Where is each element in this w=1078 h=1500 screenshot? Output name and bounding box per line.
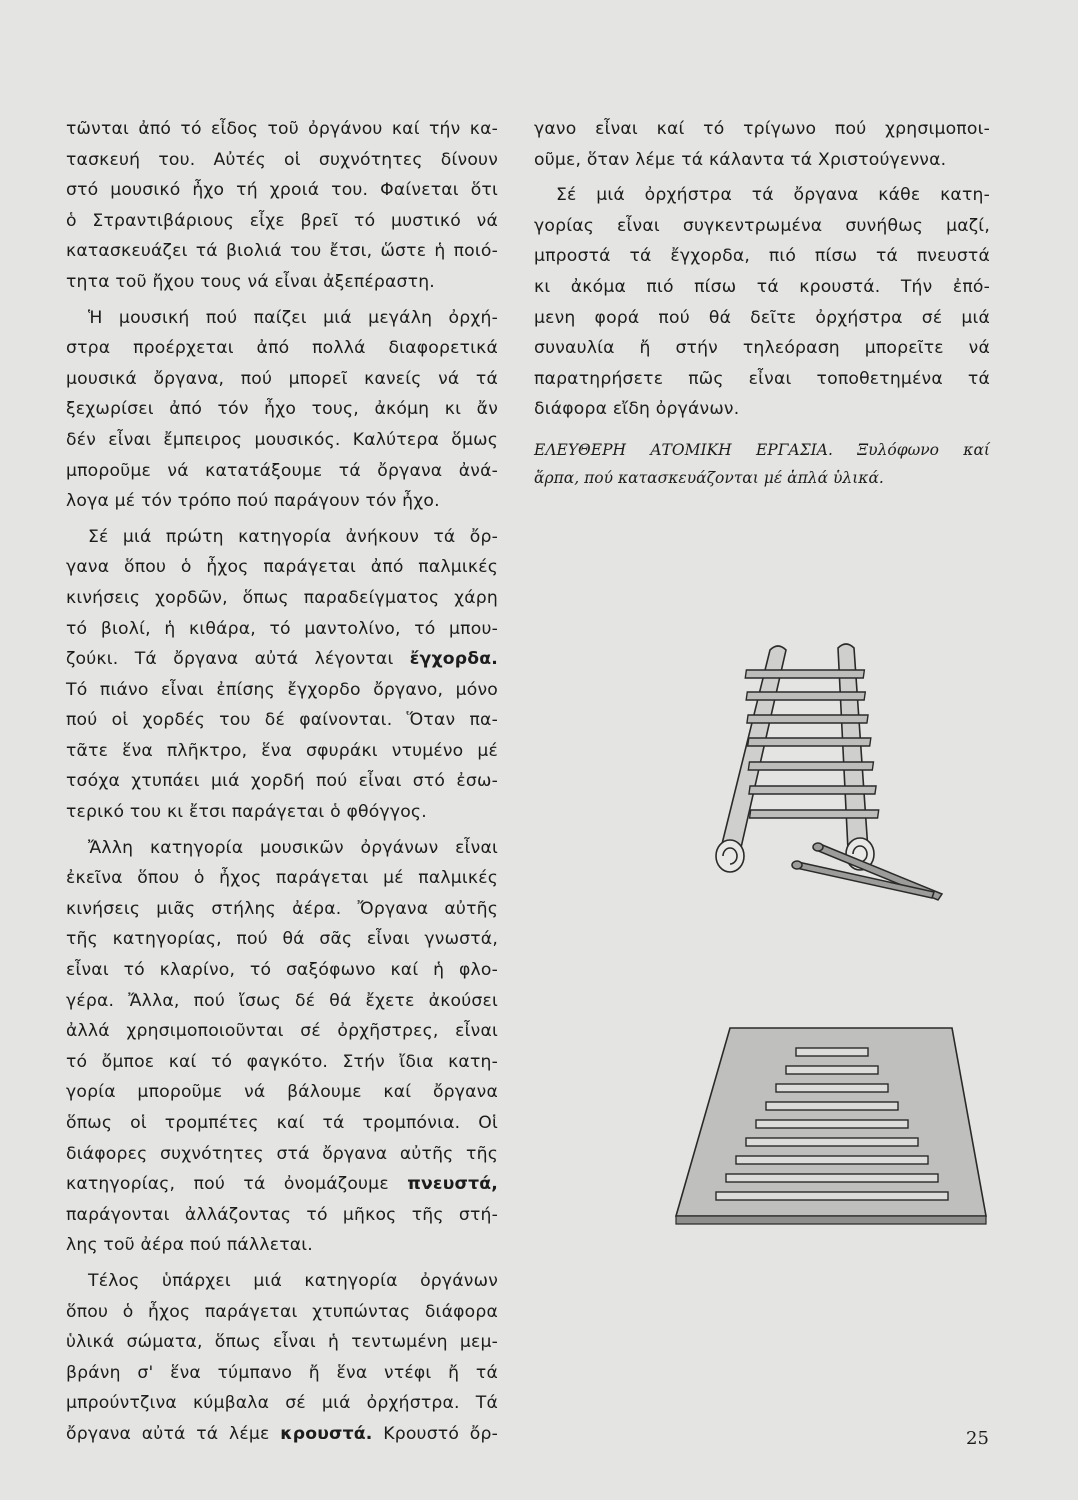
text-line: μπροστά τά ἔγχορδα, πιό πίσω τά πνευστά	[534, 246, 990, 267]
text-line: λης τοῦ ἀέρα πού πάλλεται.	[66, 1235, 313, 1256]
text-line: τερικό του κι ἔτσι παράγεται ὁ φθόγγος.	[66, 802, 427, 823]
text-line: γέρα. Ἄλλα, πού ἴσως δέ θά ἔχετε ἀκούσει	[66, 990, 498, 1011]
text-line: τητα τοῦ ἤχου τους νά εἶναι ἀξεπέραστη.	[66, 271, 435, 292]
text-line: τσόχα χτυπάει μιά χορδή πού εἶναι στό ἐσω-	[66, 771, 498, 792]
text-line: τῆς κατηγορίας, πού θά σᾶς εἶναι γνωστά,	[66, 929, 498, 950]
text-line: γανο εἶναι καί τό τρίγωνο πού χρησιμοποι-	[534, 119, 990, 139]
text-line: κινήσεις μιᾶς στήλης ἀέρα. Ὄργανα αὐτῆς	[66, 898, 498, 919]
text-line: συναυλία ἤ στήν τηλεόραση μπορεῖτε νά	[534, 338, 990, 359]
caption-line: ἅρπα, πού κατασκευάζονται μέ ἁπλά ὑλικά.	[534, 469, 884, 487]
text-line-with-term	[66, 1169, 498, 1200]
text-line: ὁ Στραντιβάριους εἶχε βρεῖ τό μυστικό νά	[66, 210, 498, 231]
right-column	[534, 114, 990, 425]
text-line: πού οἱ χορδές του δέ φαίνονται. Ὅταν πα-	[66, 710, 498, 731]
text-line: Ἄλλη κατηγορία μουσικῶν ὀργάνων εἶναι	[88, 837, 498, 858]
text-line-with-term	[66, 644, 498, 675]
text-line: ἐκεῖνα ὅπου ὁ ἦχος παράγεται μέ παλμικές	[66, 868, 498, 889]
text-line: οῦμε, ὅταν λέμε τά κάλαντα τά Χριστούγεννα.	[534, 149, 947, 170]
text-line: κινήσεις χορδῶν, ὅπως παραδείγματος χάρη	[66, 587, 498, 608]
text-line: λογα μέ τόν τρόπο πού παράγουν τόν ἦχο.	[66, 491, 440, 512]
caption-title: ΕΛΕΥΘΕΡΗ ΑΤΟΜΙΚΗ ΕΡΓΑΣΙΑ.	[534, 441, 833, 459]
text-line: κατασκευάζει τά βιολιά του ἔτσι, ὥστε ἡ ποιό-	[66, 241, 498, 262]
activity-caption	[534, 436, 990, 492]
text-line: τασκευή του. Αὐτές οἱ συχνότητες δίνουν	[66, 149, 498, 170]
text-line: στό μουσικό ἦχο τή χροιά του. Φαίνεται ὅτι	[66, 180, 498, 201]
text-line: ὅπου ὁ ἦχος παράγεται χτυπώντας διάφορα	[66, 1301, 498, 1322]
caption-line	[534, 436, 990, 464]
bold-term-string-instruments: ἔγχορδα.	[409, 649, 498, 670]
page-number: 25	[966, 1428, 989, 1449]
text-line: διάφορα εἴδη ὀργάνων.	[534, 399, 740, 420]
text-fragment: κατηγορίας, πού τά ὀνομάζουμε	[66, 1174, 389, 1195]
text-line: μποροῦμε νά κατατάξουμε τά ὄργανα ἀνά-	[66, 460, 498, 481]
text-line: τῶνται ἀπό τό εἶδος τοῦ ὀργάνου καί τήν κα-	[66, 119, 498, 139]
text-line: μπρούντζινα κύμβαλα σέ μιά ὀρχήστρα. Τά	[66, 1393, 498, 1414]
text-line: γανα ὅπου ὁ ἦχος παράγεται ἀπό παλμικές	[66, 557, 498, 578]
text-line: ξεχωρίσει ἀπό τόν ἦχο τους, ἀκόμη κι ἄν	[66, 399, 498, 420]
board-harp-drawing	[660, 1020, 1000, 1230]
text-fragment: Κρουστό ὄρ-	[383, 1423, 498, 1444]
bold-term-wind-instruments: πνευστά,	[407, 1174, 498, 1195]
text-line: μενη φορά πού θά δεῖτε ὀρχήστρα σέ μιά	[534, 307, 990, 328]
text-line: γορία μποροῦμε νά βάλουμε καί ὄργανα	[66, 1082, 498, 1103]
text-line: Σέ μιά ὀρχήστρα τά ὄργανα κάθε κατη-	[556, 185, 990, 206]
text-line: διάφορες συχνότητες στά ὄργανα αὐτῆς τῆς	[66, 1143, 498, 1164]
text-line-with-term	[66, 1419, 498, 1450]
text-line: εἶναι τό κλαρίνο, τό σαξόφωνο καί ἡ φλο-	[66, 960, 498, 981]
text-fragment: ζούκι. Τά ὄργανα αὐτά λέγονται	[66, 649, 394, 670]
text-line: ὑλικά σώματα, ὅπως εἶναι ἡ τεντωμένη μεμ-	[66, 1332, 498, 1353]
text-line: Τέλος ὑπάρχει μιά κατηγορία ὀργάνων	[88, 1270, 498, 1291]
text-line: τᾶτε ἕνα πλῆκτρο, ἕνα σφυράκι ντυμένο μέ	[66, 740, 498, 761]
bold-term-percussion: κρουστά.	[280, 1423, 373, 1444]
text-line: κι ἀκόμα πιό πίσω τά κρουστά. Τήν ἐπό-	[534, 276, 990, 297]
text-fragment: ὄργανα αὐτά τά λέμε	[66, 1423, 270, 1444]
caption-text: Ξυλόφωνο καί	[857, 441, 990, 459]
text-line: μουσικά ὄργανα, πού μπορεῖ κανείς νά τά	[66, 368, 498, 389]
text-line: γορίας εἶναι συγκεντρωμένα συνήθως μαζί,	[534, 215, 990, 236]
text-line: παρατηρήσετε πῶς εἶναι τοποθετημένα τά	[534, 368, 990, 389]
text-line: Τό πιάνο εἶναι ἐπίσης ἔγχορδο ὄργανο, μόνο	[66, 679, 498, 700]
text-line: τό βιολί, ἡ κιθάρα, τό μαντολίνο, τό μπου-	[66, 618, 498, 639]
left-column	[66, 114, 498, 1450]
xylophone-drawing	[680, 630, 1000, 910]
text-line: ὅπως οἱ τρομπέτες καί τά τρομπόνια. Οἱ	[66, 1113, 498, 1133]
text-line: ἀλλά χρησιμοποιοῦνται σέ ὀρχῆστρες, εἶναι	[66, 1021, 498, 1042]
text-line: Σέ μιά πρώτη κατηγορία ἀνήκουν τά ὄρ-	[88, 526, 498, 547]
text-line: στρα προέρχεται ἀπό πολλά διαφορετικά	[66, 338, 498, 359]
text-line: Ἡ μουσική πού παίζει μιά μεγάλη ὀρχή-	[88, 307, 498, 328]
text-line: τό ὄμποε καί τό φαγκότο. Στήν ἴδια κατη-	[66, 1051, 498, 1072]
text-line: δέν εἶναι ἔμπειρος μουσικός. Καλύτερα ὅμως	[66, 429, 498, 450]
text-line: βράνη σ' ἕνα τύμπανο ἤ ἕνα ντέφι ἤ τά	[66, 1362, 498, 1383]
text-line: παράγονται ἀλλάζοντας τό μῆκος τῆς στή-	[66, 1204, 498, 1225]
